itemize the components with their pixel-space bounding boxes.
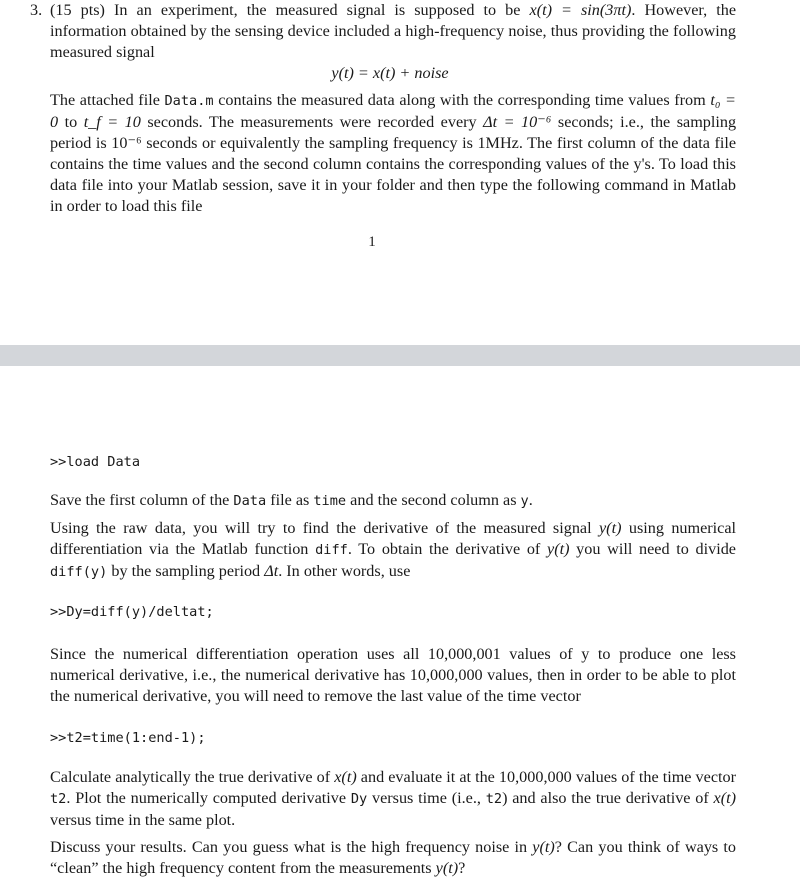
end-time: t_f = 10 [83,113,141,131]
time-step: Δt = 10⁻⁶ [483,113,552,131]
problem-points: (15 pts) [50,1,105,19]
data-file-name: Data.m [164,93,214,109]
intro-text-a: In an experiment, the measured signal is supposed to be [113,1,521,19]
document-page-2 [0,366,800,883]
save-columns-paragraph: Save the first column of the Data file as time and the second column as y. [50,491,533,509]
start-time: t₀ = 0 [50,91,736,131]
document-page-1 [0,0,800,345]
page-separator [0,345,800,366]
page-number: 1 [368,234,376,250]
sampling-period: 10⁻⁶ [111,134,142,152]
problem-number: 3. [30,1,43,19]
time-vector-paragraph: Since the numerical differentiation operation uses all 10,000,001 values of y to produce one less numerical derivative, i.e., the numerical derivative has 10,000,000 values, then in order to be able to plot the numerical derivative, you will need to remove the last value of the time vector [50,645,736,705]
time-trim-command: >>t2=time(1:end-1); [50,730,206,746]
differentiation-paragraph: Using the raw data, you will try to find the derivative of the measured signal y(t) using numerical differentiation via the Matlab function diff. To obtain the derivative of y(t) you will need to divide diff(y) by the sampling period Δt. In other words, use [50,519,737,580]
load-command: >>load Data [50,454,141,470]
signal-definition: x(t) = sin(3πt) [529,1,632,19]
intro-text-b: . However, the information obtained by the sensing device included a high-frequency noise, thus providing the following measured signal [50,1,737,61]
signal-equation: y(t) = x(t) + noise [331,64,449,82]
discussion-paragraph: Discuss your results. Can you guess what is the high frequency noise in y(t)? Can you think of ways to “clean” the high frequency content from the measurements y(t)? [50,838,736,877]
plot-instructions-paragraph: Calculate analytically the true derivative of x(t) and evaluate it at the 10,000,000 values of the time vector t2. Plot the numerically computed derivative Dy versus time (i.e., t2) and also the true derivative of x(t) versus time in the same plot. [50,768,736,829]
data-file-paragraph: The attached file Data.m contains the measured data along with the corresponding time values from t₀ = 0 to t_f = 10 seconds. The measurements were recorded every Δt = 10⁻⁶ seconds; i.e., the sampling period is 10⁻⁶ seconds or equivalently the sampling frequency is 1MHz. The first column of the data file contains the time values and the second column contains the corresponding values of the y's. To load this data file into your Matlab session, save it in your folder and then type the following command in Matlab in order to load this file [50,91,737,215]
derivative-command: >>Dy=diff(y)/deltat; [50,604,214,620]
problem-intro [50,0,736,63]
